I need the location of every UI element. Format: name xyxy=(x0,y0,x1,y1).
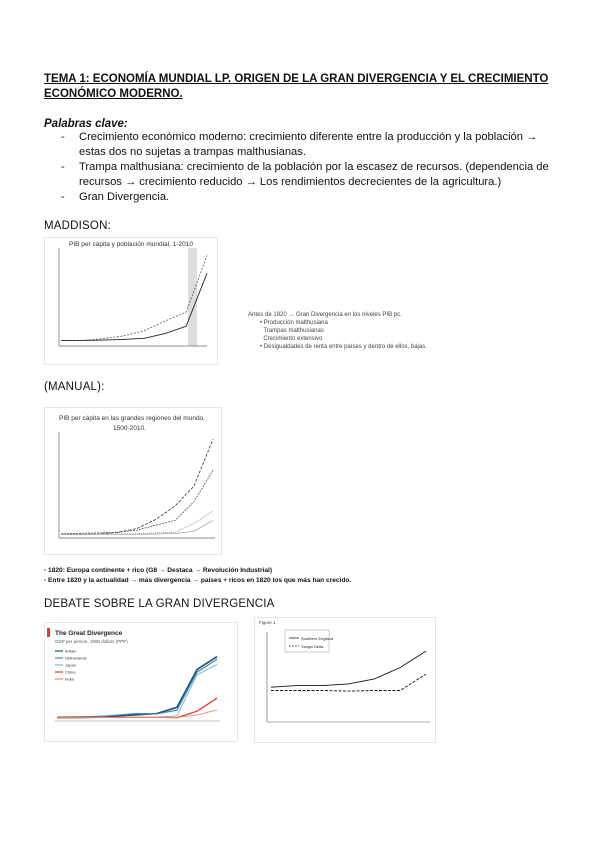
series-line-yangzi-delta xyxy=(271,674,426,691)
great-divergence-series xyxy=(57,657,217,718)
maddison-notes: Antes de 1820 → Gran Divergencia en los niveles PIB pc. • Producción malthusiana Trampas malthusianas Crecimiento extensivo • Desigualdades de renta entre países y dentro de ellos, bajas. xyxy=(248,311,468,351)
note-item: Producción malthusiana xyxy=(263,320,328,326)
chart-legend xyxy=(55,649,87,682)
legend-label: Japan xyxy=(65,662,76,668)
figure1-series xyxy=(271,651,426,691)
chart-title: PIB per cápita y población mundial, 1-2010 xyxy=(69,241,193,248)
note-item: Crecimiento extensivo xyxy=(263,336,323,342)
maddison-heading: MADDISON: xyxy=(44,220,111,232)
accent-bar xyxy=(47,628,50,637)
legend-label: Southern England xyxy=(301,636,334,641)
list-item: - Crecimiento económico moderno: crecimiento diferente entre la producción y la población → estas dos no sujetas a trampas malthusianas. xyxy=(44,130,564,159)
page-title: TEMA 1: ECONOMÍA MUNDIAL LP. ORIGEN DE LA GRAN DIVERGENCIA Y EL CRECIMIENTO ECONÓMICO MODERNO. xyxy=(44,73,549,100)
maddison-shaded-band xyxy=(188,248,197,346)
series-line-pib-per-cápita xyxy=(61,273,207,340)
keywords-list xyxy=(44,130,564,206)
great-divergence-chart xyxy=(44,622,238,742)
legend-label: Yangzi Delta xyxy=(301,644,324,649)
chart-subtitle: GDP per person, 1990 dollars (PPP) xyxy=(55,639,128,644)
chart-title: The Great Divergence xyxy=(55,630,123,637)
keywords-heading: Palabras clave: xyxy=(44,118,128,130)
manual-chart xyxy=(44,407,222,555)
legend-label: Netherlands xyxy=(65,655,87,661)
chart-title: PIB per cápita en las grandes regiones del mundo, xyxy=(59,415,205,422)
series-line-región-d xyxy=(61,520,213,534)
bullet-line: - Entre 1820 y la actualidad → más divergencia → países + ricos en 1820 los que más han crecido. xyxy=(44,576,352,584)
manual-heading: (MANUAL): xyxy=(44,381,105,393)
figure1-chart xyxy=(254,617,436,743)
maddison-chart-svg xyxy=(45,238,217,364)
series-line-netherlands xyxy=(57,659,217,718)
note-item: Desigualdades de renta entre países y dentro de ellos, bajas. xyxy=(263,344,427,350)
great-divergence-svg xyxy=(45,623,237,741)
series-line-britain xyxy=(57,657,217,718)
manual-chart-svg xyxy=(45,408,221,554)
notes-title: Antes de 1820 → Gran Divergencia en los niveles PIB pc. xyxy=(248,312,402,318)
maddison-chart xyxy=(44,237,218,365)
series-line-región-b xyxy=(61,470,213,533)
legend-label: India xyxy=(65,676,74,682)
series-line-región-c xyxy=(61,511,213,534)
legend-label: China xyxy=(65,669,76,675)
figure1-svg xyxy=(255,618,435,742)
maddison-series xyxy=(61,256,207,341)
series-line-población xyxy=(61,256,207,341)
list-item: - Gran Divergencia. xyxy=(44,190,564,205)
debate-heading: DEBATE SOBRE LA GRAN DIVERGENCIA xyxy=(44,598,275,610)
list-item: - Trampa malthusiana: crecimiento de la población por la escasez de recursos. (dependencia de recursos → crecimiento reducido → Los rendimientos decrecientes de la agricultura.) xyxy=(44,160,564,189)
note-item: Trampas malthusianas xyxy=(263,328,324,334)
figure-label: Figure 1 xyxy=(259,620,276,625)
legend-label: Britain xyxy=(65,648,77,654)
chart-subtitle: 1500-2010. xyxy=(113,425,146,432)
manual-bullets xyxy=(44,566,564,585)
series-line-región-a xyxy=(61,439,213,534)
bullet-line: - 1820: Europa continente + rico (G8 → Destaca → Revolución Industrial) xyxy=(44,567,273,574)
series-line-japan xyxy=(57,664,217,718)
series-line-southern-england xyxy=(271,651,426,687)
manual-series xyxy=(61,439,213,534)
